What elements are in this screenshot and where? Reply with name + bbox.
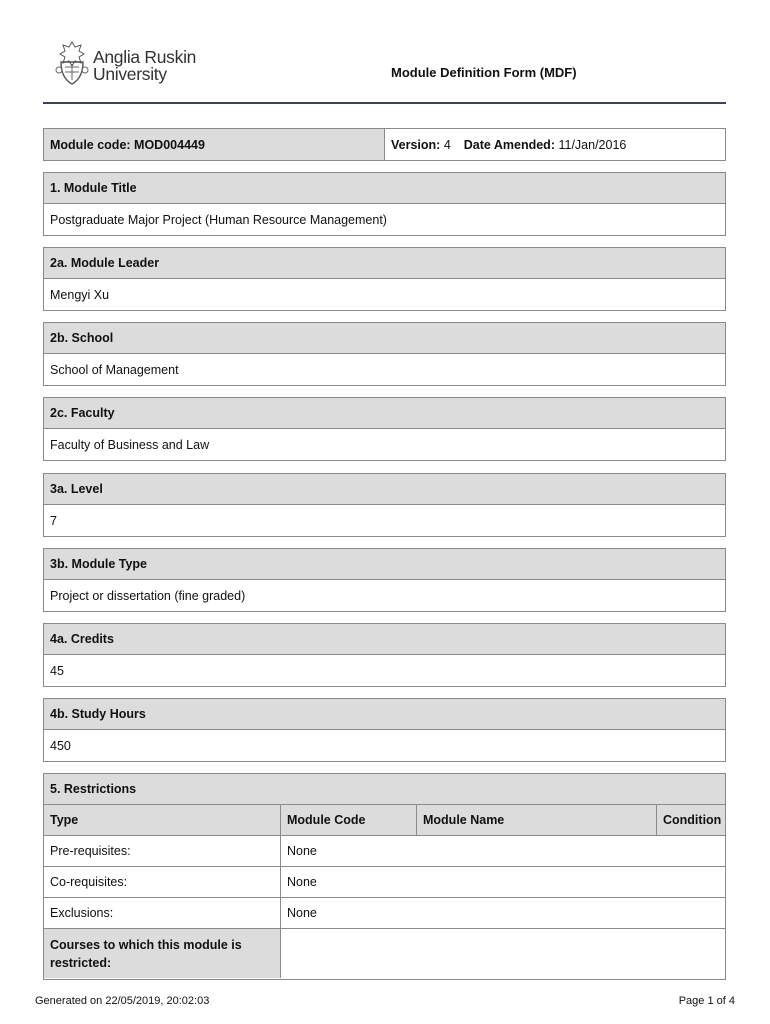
section-value: Faculty of Business and Law [50, 437, 210, 452]
version-label: Version: [391, 137, 441, 152]
section-heading: 2a. Module Leader [44, 248, 725, 279]
section-heading: 1. Module Title [44, 173, 725, 204]
column-header-module-code: Module Code [281, 805, 417, 836]
restrictions-table [44, 805, 725, 978]
form-title: Module Definition Form (MDF) [391, 65, 577, 80]
date-amended-value: 11/Jan/2016 [558, 137, 627, 152]
section-heading: 4a. Credits [44, 624, 725, 655]
section-heading: 2c. Faculty [44, 398, 725, 429]
restricted-courses-value [281, 929, 725, 978]
restriction-type: Pre-requisites: [44, 836, 281, 867]
restriction-value: None [281, 867, 725, 898]
date-amended-label: Date Amended: [463, 137, 555, 152]
section-module-title [43, 172, 726, 236]
column-header-type: Type [44, 805, 281, 836]
restriction-type: Exclusions: [44, 898, 281, 929]
restriction-value: None [281, 898, 725, 929]
section-credits [43, 623, 726, 687]
module-code-cell [44, 129, 385, 160]
university-crest-icon [55, 40, 89, 88]
restricted-courses-label: Courses to which this module is restricted: [44, 929, 281, 978]
logo-text-line1: Anglia Ruskin [93, 47, 197, 67]
section-module-leader [43, 247, 726, 311]
section-restrictions [43, 773, 726, 980]
section-heading: 4b. Study Hours [44, 699, 725, 730]
module-code-label: Module code: [50, 137, 131, 152]
university-logo [55, 40, 225, 90]
section-value: 450 [50, 738, 71, 753]
section-value: Postgraduate Major Project (Human Resource Management) [50, 212, 387, 227]
section-heading: 3b. Module Type [44, 549, 725, 580]
page-number: Page 1 of 4 [678, 995, 735, 1007]
version-cell [385, 129, 725, 160]
section-school [43, 322, 726, 386]
section-value: Mengyi Xu [50, 287, 110, 302]
section-value: 45 [50, 663, 64, 678]
generated-timestamp: Generated on 22/05/2019, 20:02:03 [35, 995, 210, 1007]
logo-text-line2: University [93, 64, 167, 84]
column-header-condition: Condition [657, 805, 725, 836]
version-value: 4 [443, 137, 451, 152]
module-code-value: MOD004449 [134, 137, 205, 152]
module-code-box [43, 128, 726, 161]
section-heading: 3a. Level [44, 474, 725, 505]
section-level [43, 473, 726, 537]
section-module-type [43, 548, 726, 612]
section-faculty [43, 397, 726, 461]
section-value: School of Management [50, 362, 179, 377]
restriction-type: Co-requisites: [44, 867, 281, 898]
section-heading: 5. Restrictions [44, 774, 725, 805]
section-value: 7 [50, 513, 57, 528]
column-header-module-name: Module Name [417, 805, 657, 836]
section-value: Project or dissertation (fine graded) [50, 588, 246, 603]
section-heading: 2b. School [44, 323, 725, 354]
section-study-hours [43, 698, 726, 762]
page-header [43, 38, 726, 104]
restriction-value: None [281, 836, 725, 867]
